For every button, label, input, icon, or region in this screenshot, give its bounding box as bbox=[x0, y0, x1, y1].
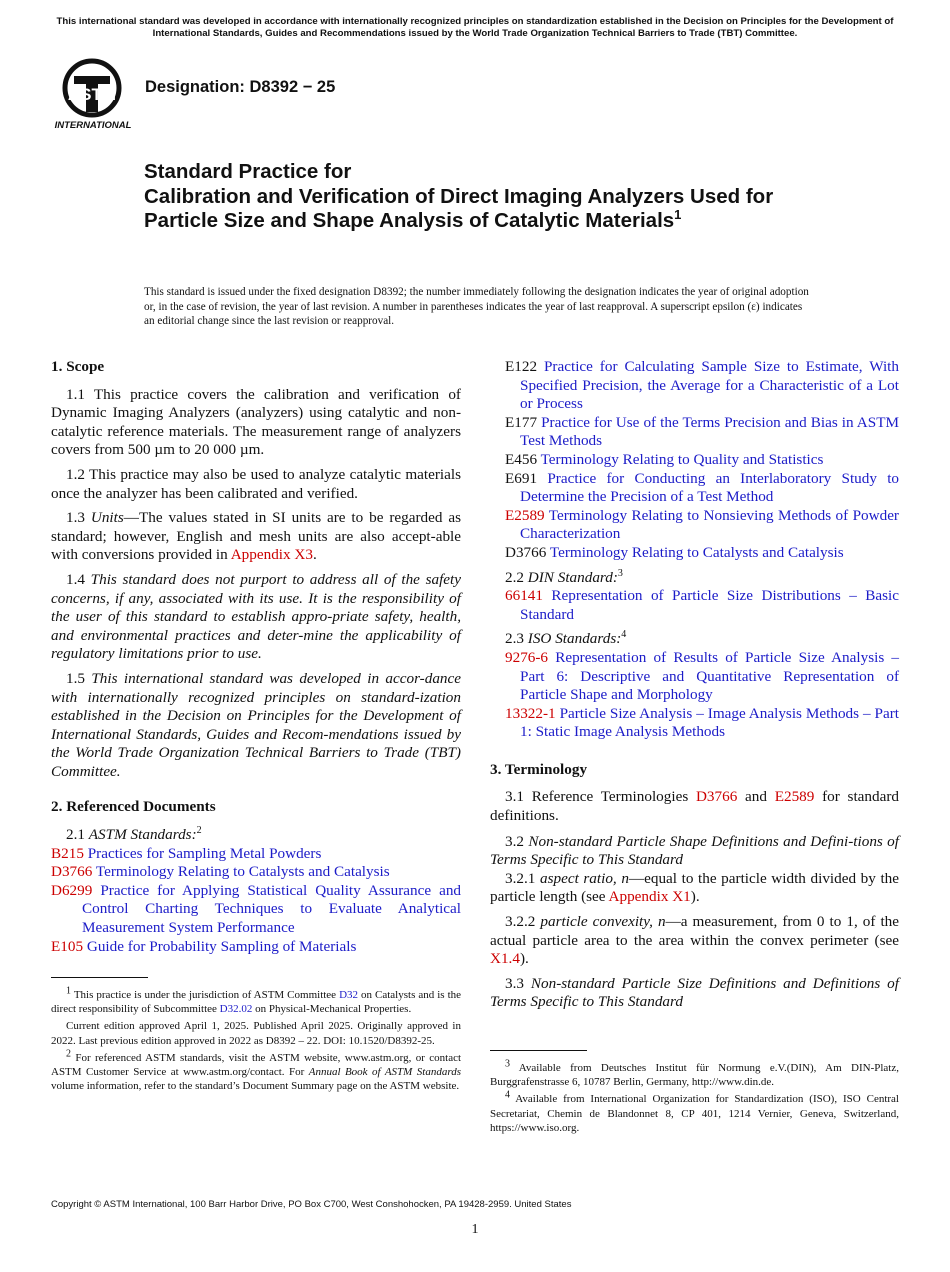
term-3-2-2: 3.2.2 particle convexity, n—a measurement, from 0 to 1, of the actual particle area to the area within the convex perimeter (see X1.4). bbox=[490, 913, 900, 968]
left-column bbox=[51, 358, 461, 956]
logo-text: INTERNATIONAL bbox=[54, 120, 132, 131]
top-notice: This international standard was developed in accordance with internationally recognized principles on standardization established in the Decision on Principles for the Development of International Standards, Guides and Recommendations issued by the World Trade Organization Technical Barriers to Trade (TBT) Committee. bbox=[56, 16, 894, 39]
term-3-2: 3.2 Non-standard Particle Shape Definitions and Defini-tions of Terms Specific to This Standard bbox=[490, 832, 899, 869]
e2589-link[interactable]: E2589 bbox=[774, 788, 815, 806]
ref-item[interactable]: 13322-1 Particle Size Analysis – Image Analysis Methods – Part 1: Static Image Analysis Methods bbox=[505, 704, 899, 741]
astm-logo bbox=[52, 56, 136, 132]
appendix-x3-link[interactable]: Appendix X3 bbox=[230, 546, 313, 564]
d3766-link[interactable]: D3766 bbox=[695, 788, 738, 806]
term-3-1: 3.1 Reference Terminologies D3766 and E2589 for standard definitions. bbox=[490, 788, 899, 825]
scope-1-5: 1.5 This international standard was developed in accor-dance with internationally recognized principles on standard-ization established in the Decision on Principles for the Development of International Standards, Guides and Recom-mendations issued by the World Trade Organization Technical Barriers to Trade (TBT) Committee. bbox=[51, 669, 462, 780]
ref-item[interactable]: 66141 Representation of Particle Size Distributions – Basic Standard bbox=[505, 587, 900, 623]
ref-item[interactable]: E2589 Terminology Relating to Nonsieving Methods of Powder Characterization bbox=[505, 506, 899, 543]
term-3-2-1: 3.2.1 aspect ratio, n—equal to the particle width divided by the particle length (see Appendix X1). bbox=[490, 869, 900, 906]
document-title bbox=[144, 160, 844, 234]
ref-item[interactable]: D6299 Practice for Applying Statistical Quality Assurance and Control Charting Techniques to Evaluate Analytical Measurement System Performance bbox=[51, 881, 462, 937]
scope-1-4: 1.4 This standard does not purport to address all of the safety concerns, if any, associated with its use. It is the responsibility of the user of this standard to establish appro-priate safety, health, and environmental practices and deter-mine the applicability of regulatory limitations prior to use. bbox=[51, 570, 462, 663]
ref-item[interactable]: E105 Guide for Probability Sampling of Materials bbox=[51, 937, 357, 955]
footnote-rule-right bbox=[490, 1050, 587, 1051]
astm-standards-label: 2.1 ASTM Standards:$^2$ bbox=[66, 825, 202, 844]
ref-item[interactable]: D3766 Terminology Relating to Catalysts and Catalysis bbox=[51, 863, 390, 881]
ref-item[interactable]: E456 Terminology Relating to Quality and Statistics bbox=[505, 450, 824, 468]
designation: Designation: D8392 − 25 bbox=[145, 78, 336, 96]
copyright: Copyright © ASTM International, 100 Barr Harbor Drive, PO Box C700, West Conshohocken, PA 19428-2959. United States bbox=[51, 1199, 572, 1210]
din-standard-label: 2.2 DIN Standard:$^3$ bbox=[505, 567, 623, 586]
title-line-2: Calibration and Verification of Direct Imaging Analyzers Used for Particle Size and Shape Analysis of Catalytic Materials bbox=[144, 184, 774, 232]
footnote-4: $^4$ Available from International Organization for Standardization (ISO), ISO Central Secretariat, Chemin de Blandonnet 8, CP 401, 1214 Vernier, Geneva, Switzerland, https://www.iso.org. bbox=[490, 1089, 899, 1134]
x1-4-link[interactable]: X1.4 bbox=[490, 950, 520, 968]
d32-02-link[interactable]: D32.02 bbox=[219, 1003, 253, 1016]
footnote-1-edition: Current edition approved April 1, 2025. Published April 2025. Originally approved in 2022. Last previous edition approved in 2022 as D8392 – 22. DOI: 10.1520/D8392-25. bbox=[51, 1020, 461, 1047]
scope-heading: 1. Scope bbox=[51, 358, 105, 375]
title-footnote-mark: 1 bbox=[674, 207, 682, 223]
logo-mark: ASTM bbox=[67, 85, 117, 104]
issued-note: This standard is issued under the fixed designation D8392; the number immediately following the designation indicates the year of original adoption or, in the case of revision, the year of last revision. A number in parentheses indicates the year of last reapproval. A superscript epsilon (ε) indicates an editorial change since the last revision or reapproval. bbox=[144, 286, 809, 327]
terminology-heading: 3. Terminology bbox=[490, 760, 588, 778]
ref-item[interactable]: 9276-6 Representation of Results of Particle Size Analysis – Part 6: Descriptive and Quantitative Representation of Particle Shape and Morphology bbox=[505, 648, 900, 704]
footnote-2: $^2$ For referenced ASTM standards, visit the ASTM website, www.astm.org, or contact ASTM Customer Service at www.astm.org/contact. For Annual Book of ASTM Standards volume information, refer to the standard’s Document Summary page on the ASTM website. bbox=[51, 1048, 462, 1093]
refdocs-heading: 2. Referenced Documents bbox=[51, 798, 216, 816]
scope-1-3: 1.3 Units—The values stated in SI units are to be regarded as standard; however, English and mesh units are also accept-able with conversions provided in Appendix X3. bbox=[51, 509, 461, 564]
iso-standards-label: 2.3 ISO Standards:$^4$ bbox=[505, 629, 627, 648]
footnote-1: $^1$ This practice is under the jurisdiction of ASTM Committee D32 on Catalysts and is the direct responsibility of Subcommittee D32.02 on Physical-Mechanical Properties. bbox=[51, 985, 462, 1016]
footnote-rule-left bbox=[51, 977, 148, 978]
footnote-3: $^3$ Available from Deutsches Institut für Normung e.V.(DIN), Am DIN-Platz, Burggrafenstrasse 6, 10787 Berlin, Germany, http://www.din.de. bbox=[490, 1058, 899, 1089]
footnotes-right bbox=[490, 1058, 899, 1138]
ref-item[interactable]: E691 Practice for Conducting an Interlaboratory Study to Determine the Precision of a Test Method bbox=[505, 469, 900, 506]
page-number: 1 bbox=[471, 1222, 479, 1237]
ref-item[interactable]: B215 Practices for Sampling Metal Powders bbox=[51, 844, 322, 862]
term-3-3: 3.3 Non-standard Particle Size Definitions and Definitions of Terms Specific to This Standard bbox=[490, 974, 899, 1011]
ref-item[interactable]: D3766 Terminology Relating to Catalysts and Catalysis bbox=[505, 543, 844, 561]
scope-1-1: 1.1 This practice covers the calibration and verification of Dynamic Imaging Analyzers (analyzers) using catalytic and non-catalytic reference materials. The measurement range of analyzers covers from 500 µm to 20 000 µm. bbox=[51, 385, 461, 459]
title-line-1: Standard Practice for bbox=[144, 160, 352, 183]
d32-link[interactable]: D32 bbox=[339, 989, 359, 1001]
footnotes-left bbox=[51, 985, 462, 1096]
right-column bbox=[490, 358, 899, 1018]
ref-item[interactable]: E177 Practice for Use of the Terms Precision and Bias in ASTM Test Methods bbox=[505, 413, 900, 450]
ref-item[interactable]: E122 Practice for Calculating Sample Size to Estimate, With Specified Precision, the Average for a Characteristic of a Lot or Process bbox=[505, 358, 899, 413]
scope-1-2: 1.2 This practice may also be used to analyze catalytic materials once the analyzer has been calibrated and verified. bbox=[51, 465, 461, 502]
appendix-x1-link[interactable]: Appendix X1 bbox=[608, 888, 691, 906]
